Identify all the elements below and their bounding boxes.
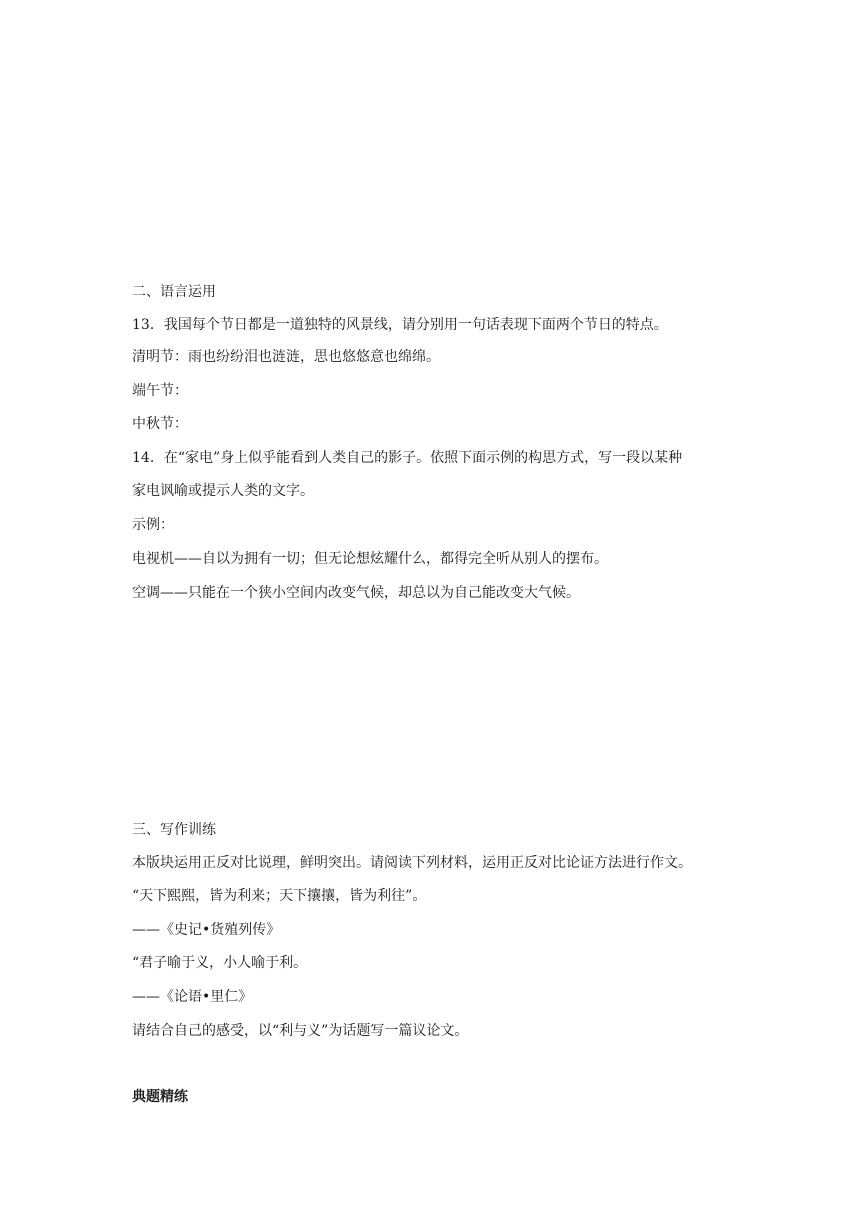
writing-task: 请结合自己的感受，以“利与义”为话题写一篇议论文。 [132, 1023, 469, 1039]
question-14-example-label: 示例： [132, 517, 174, 533]
writing-source-1: ——《史记•货殖列传》 [132, 922, 281, 938]
question-14-example-ac: 空调——只能在一个狭小空间内改变气候，却总以为自己能改变大气候。 [132, 585, 580, 601]
question-13-example: 清明节：雨也纷纷泪也涟涟，思也悠悠意也绵绵。 [132, 349, 440, 365]
writing-quote-1: “天下熙熙，皆为利来；天下攘攘，皆为利往”。 [132, 888, 427, 904]
question-13-prompt: 13．我国每个节日都是一道独特的风景线，请分别用一句话表现下面两个节日的特点。 [132, 317, 668, 333]
question-13-blank-mid-autumn: 中秋节： [132, 416, 188, 432]
question-14-prompt-line1: 14．在“家电”身上似乎能看到人类自己的影子。依照下面示例的构思方式，写一段以某种 [132, 450, 683, 466]
section-heading-language-use: 二、语言运用 [132, 284, 216, 300]
writing-intro: 本版块运用正反对比说理，鲜明突出。请阅读下列材料，运用正反对比论证方法进行作文。 [132, 855, 692, 871]
question-14-example-tv: 电视机——自以为拥有一切；但无论想炫耀什么，都得完全听从别人的摆布。 [132, 551, 608, 567]
writing-source-2: ——《论语•里仁》 [132, 989, 253, 1005]
footer-heading: 典题精练 [132, 1089, 188, 1105]
writing-quote-2: “君子喻于义，小人喻于利。 [132, 955, 308, 971]
question-13-blank-dragon-boat: 端午节： [132, 383, 188, 399]
section-heading-writing: 三、写作训练 [132, 822, 216, 838]
question-14-prompt-line2: 家电讽喻或提示人类的文字。 [132, 483, 314, 499]
